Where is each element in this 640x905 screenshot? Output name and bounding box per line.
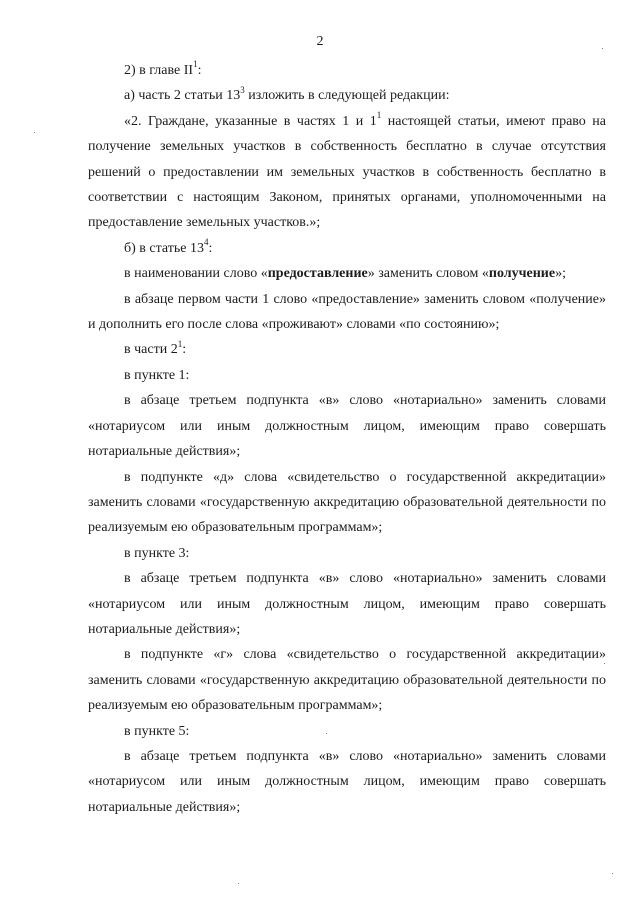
paragraph-item-a: а) часть 2 статьи $13^3$ изложить в следующей редакции: [124,84,450,104]
paragraph-new-wording: «2. Граждане, указанные в частях 1 и $1^1$ настоящей статьи, имеют право на получение земельных участков в собственность бесплатно в случае отсутствия решений о предоставлении им земельных участков в собственность бесплатно в соответствии с настоящим Законом, принятых органами, уполномоченными на предоставление земельных участков.»; [88,110,606,231]
paragraph-point-3-sub-v: в абзаце третьем подпункта «в» слово «нотариально» заменить словами «нотариусом или иным должностным лицом, имеющим право совершать нотариальные действия»; [88,571,606,637]
paragraph-chapter: 2) в главе $II^1$: [124,59,202,78]
paragraph-title-change: в наименовании слово «предоставление» заменить словом «получение»; [124,266,566,282]
paragraph-point-5-sub-v: в абзаце третьем подпункта «в» слово «нотариально» заменить словами «нотариусом или иным должностным лицом, имеющим право совершать нотариальные действия»; [88,748,606,815]
paragraph-point-1-sub-v: в абзаце третьем подпункта «в» слово «нотариально» заменить словами «нотариусом или иным должностным лицом, имеющим право совершать нотариальные действия»; [88,393,606,460]
scan-speck [602,48,603,49]
scan-speck [238,883,239,884]
paragraph-first-part: в абзаце первом части 1 слово «предоставление» заменить словом «получение» и дополнить его после слова «проживают» словами «по состоянию»; [88,291,606,333]
document-body [88,58,606,820]
scan-speck [34,132,35,133]
paragraph-item-b: б) в статье $13^4$: [124,237,213,256]
paragraph-part-2-1: в части $2^1$: [124,338,187,358]
scan-speck [326,733,327,734]
page-number: 2 [316,34,324,49]
paragraph-point-1: в пункте 1: [124,367,190,383]
scan-speck [612,873,613,874]
paragraph-point-3: в пункте 3: [124,545,190,561]
scan-speck [604,663,605,664]
paragraph-point-3-sub-g: в подпункте «г» слова «свидетельство о государственной аккредитации» заменить словами «государственную аккредитацию образовательной деятельности по реализуемым ею образовательным программам»; [88,647,606,714]
paragraph-point-5: в пункте 5: [124,723,190,739]
paragraph-point-1-sub-d: в подпункте «д» слова «свидетельство о государственной аккредитации» заменить словами «государственную аккредитацию образовательной деятельности по реализуемым ею образовательным программам»; [88,469,606,536]
